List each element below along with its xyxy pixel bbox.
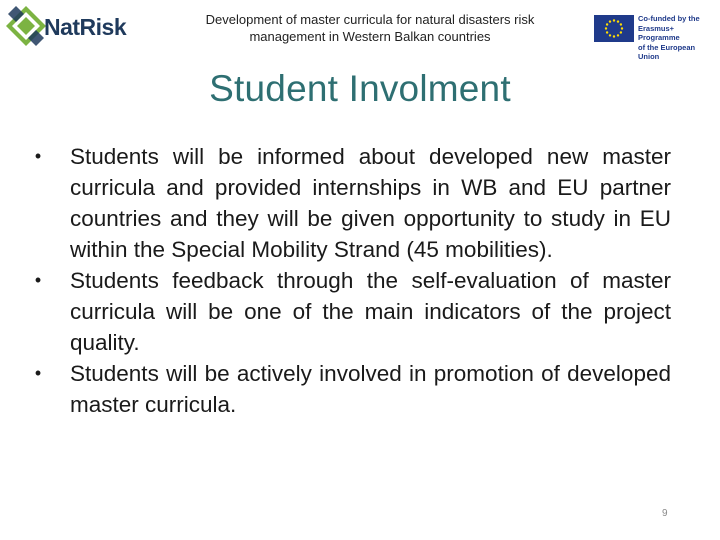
bullet-marker: • <box>34 270 42 290</box>
slide-title: Student Involment <box>209 68 511 109</box>
bullet-item <box>28 141 671 265</box>
bullet-marker: • <box>34 363 42 383</box>
eu-cofunded-text <box>638 14 714 62</box>
bullet-text: Students will be informed about developed new master curricula and provided internships in WB and EU partner countries and they will be given opportunity to study in EU within the Special Mobility Strand (45 mobilities). <box>70 144 671 262</box>
page-number: 9 <box>662 508 668 519</box>
bullet-list <box>28 141 671 420</box>
eu-text-line3: of the European Union <box>638 42 696 61</box>
natrisk-logo-icon <box>4 4 48 48</box>
eu-text-line1: Co-funded by the <box>638 14 700 23</box>
eu-flag-icon <box>594 15 634 42</box>
logo-text: NatRisk <box>44 14 127 40</box>
bullet-marker: • <box>34 146 42 166</box>
header-subtitle-line1: Development of master curricula for natural disasters risk <box>205 12 535 27</box>
bullet-text: Students will be actively involved in promotion of developed master curricula. <box>70 361 671 417</box>
eu-text-line2: Erasmus+ Programme <box>638 23 680 42</box>
eu-cofunded-badge <box>594 14 714 61</box>
bullet-item <box>28 265 671 358</box>
header-subtitle-line2: management in Western Balkan countries <box>249 29 491 44</box>
bullet-item <box>28 358 671 420</box>
bullet-text: Students feedback through the self-evaluation of master curricula will be one of the main indicators of the project quality. <box>70 268 671 355</box>
header-subtitle <box>180 11 560 45</box>
natrisk-logo <box>4 4 127 52</box>
